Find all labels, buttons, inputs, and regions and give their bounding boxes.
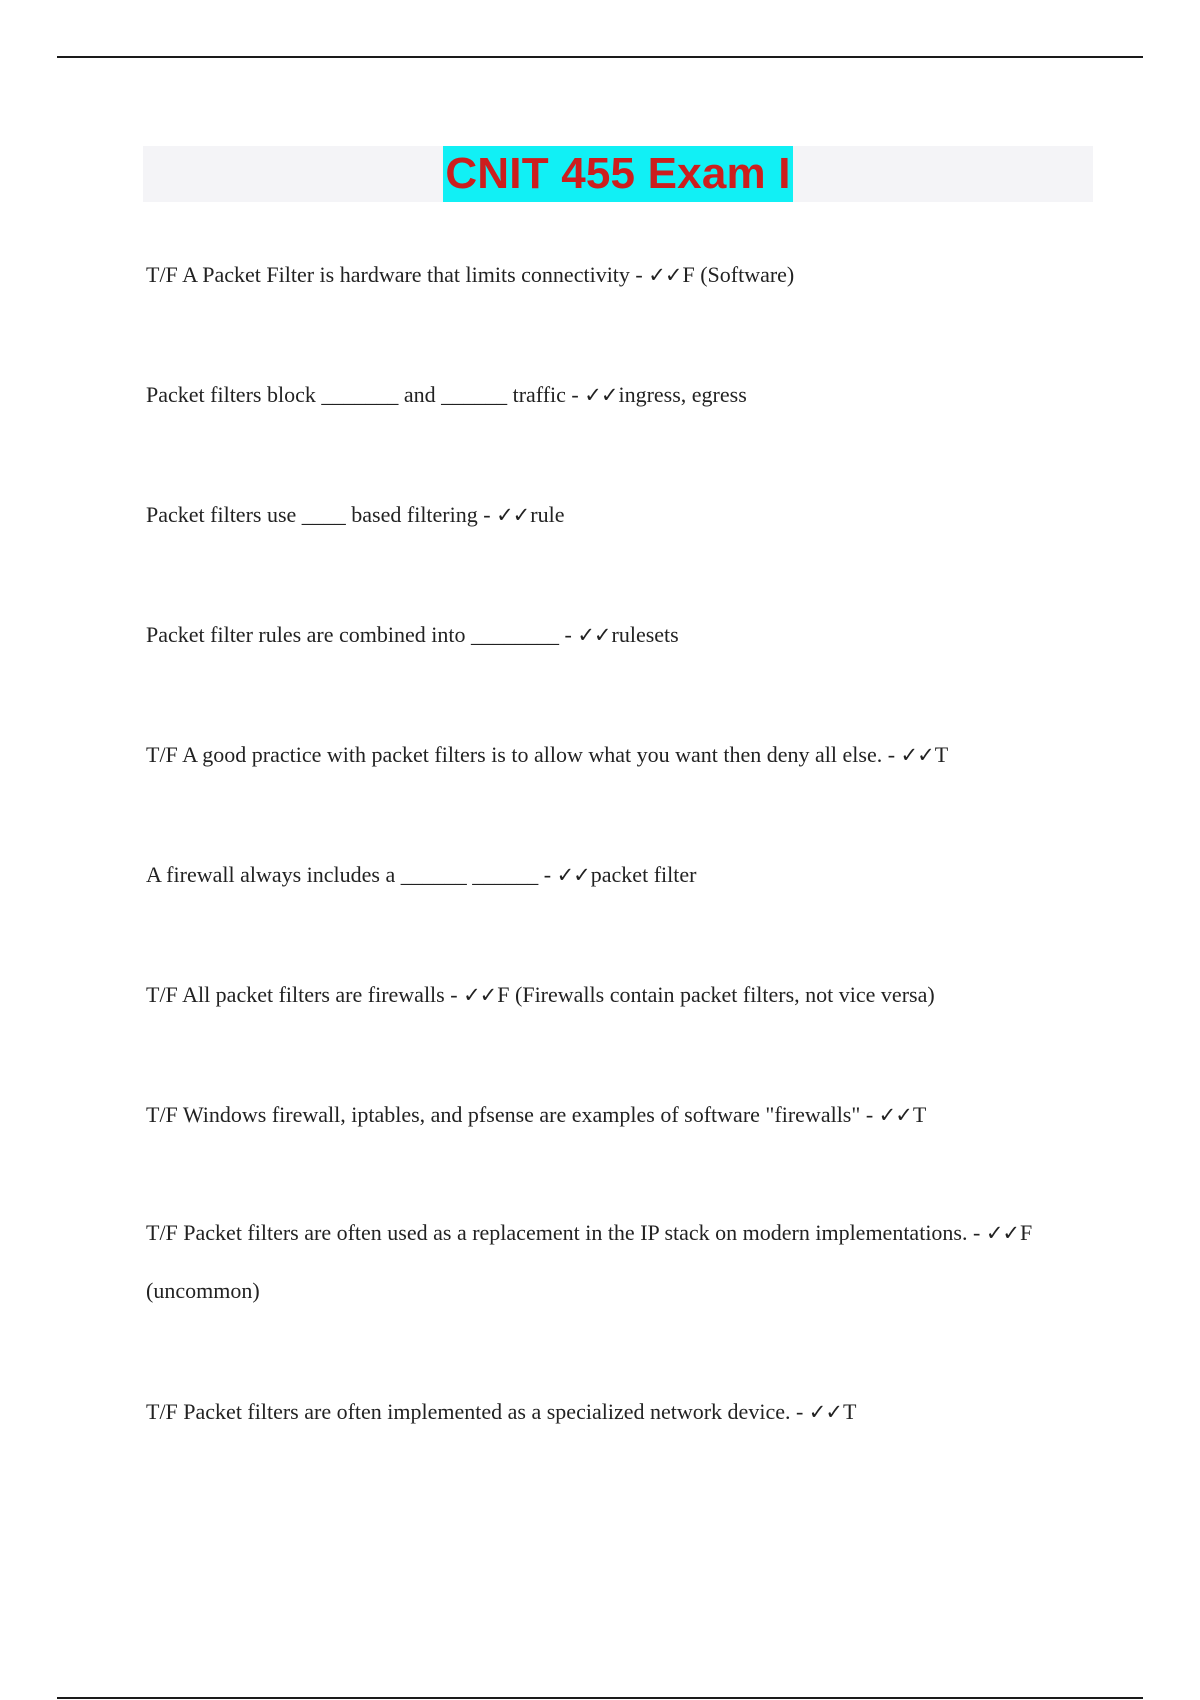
question-text: T/F A good practice with packet filters is to allow what you want then deny all else. - <box>146 742 901 767</box>
question-text: Packet filters block _______ and ______ traffic - <box>146 382 585 407</box>
question-item <box>146 966 1086 1024</box>
question-text: T/F Windows firewall, iptables, and pfsense are examples of software "firewalls" - <box>146 1102 879 1127</box>
answer-text: F (Firewalls contain packet filters, not vice versa) <box>497 982 935 1007</box>
check-mark-icon: ✓✓ <box>900 743 934 767</box>
question-item <box>146 366 1086 424</box>
question-text: Packet filter rules are combined into ________ - <box>146 622 578 647</box>
question-text: T/F All packet filters are firewalls - <box>146 982 464 1007</box>
question-item <box>146 846 1086 904</box>
question-item <box>146 1086 1086 1144</box>
question-item <box>146 246 1086 304</box>
question-text: T/F A Packet Filter is hardware that limits connectivity - <box>146 262 649 287</box>
title-band <box>143 146 1093 202</box>
bottom-rule <box>57 1697 1143 1699</box>
question-text: A firewall always includes a ______ ______ - <box>146 862 557 887</box>
question-text: Packet filters use ____ based filtering - <box>146 502 497 527</box>
question-item <box>146 1383 1086 1441</box>
question-item <box>146 606 1086 664</box>
answer-text: T <box>912 1102 927 1127</box>
check-mark-icon: ✓✓ <box>808 1400 842 1424</box>
check-mark-icon: ✓✓ <box>878 1103 912 1127</box>
check-mark-icon: ✓✓ <box>584 383 618 407</box>
check-mark-icon: ✓✓ <box>648 263 682 287</box>
answer-text: ingress, egress <box>618 382 747 407</box>
answer-text: rulesets <box>611 622 679 647</box>
document-title: CNIT 455 Exam I <box>443 146 792 202</box>
check-mark-icon: ✓✓ <box>556 863 590 887</box>
check-mark-icon: ✓✓ <box>577 623 611 647</box>
answer-text: T <box>843 1399 857 1424</box>
check-mark-icon: ✓✓ <box>496 503 530 527</box>
check-mark-icon: ✓✓ <box>463 983 497 1007</box>
question-text: T/F Packet filters are often used as a replacement in the IP stack on modern implementations. - <box>146 1220 986 1245</box>
question-item <box>146 726 1086 784</box>
answer-text: F (Software) <box>682 262 795 287</box>
answer-text: rule <box>530 502 565 527</box>
answer-text: F (uncommon) <box>146 1220 1033 1303</box>
answer-text: T <box>934 742 949 767</box>
question-item <box>146 1204 1086 1320</box>
question-text: T/F Packet filters are often implemented as a specialized network device. - <box>146 1399 809 1424</box>
check-mark-icon: ✓✓ <box>985 1221 1020 1245</box>
question-item <box>146 486 1086 544</box>
top-rule <box>57 56 1143 58</box>
answer-text: packet filter <box>590 862 697 887</box>
